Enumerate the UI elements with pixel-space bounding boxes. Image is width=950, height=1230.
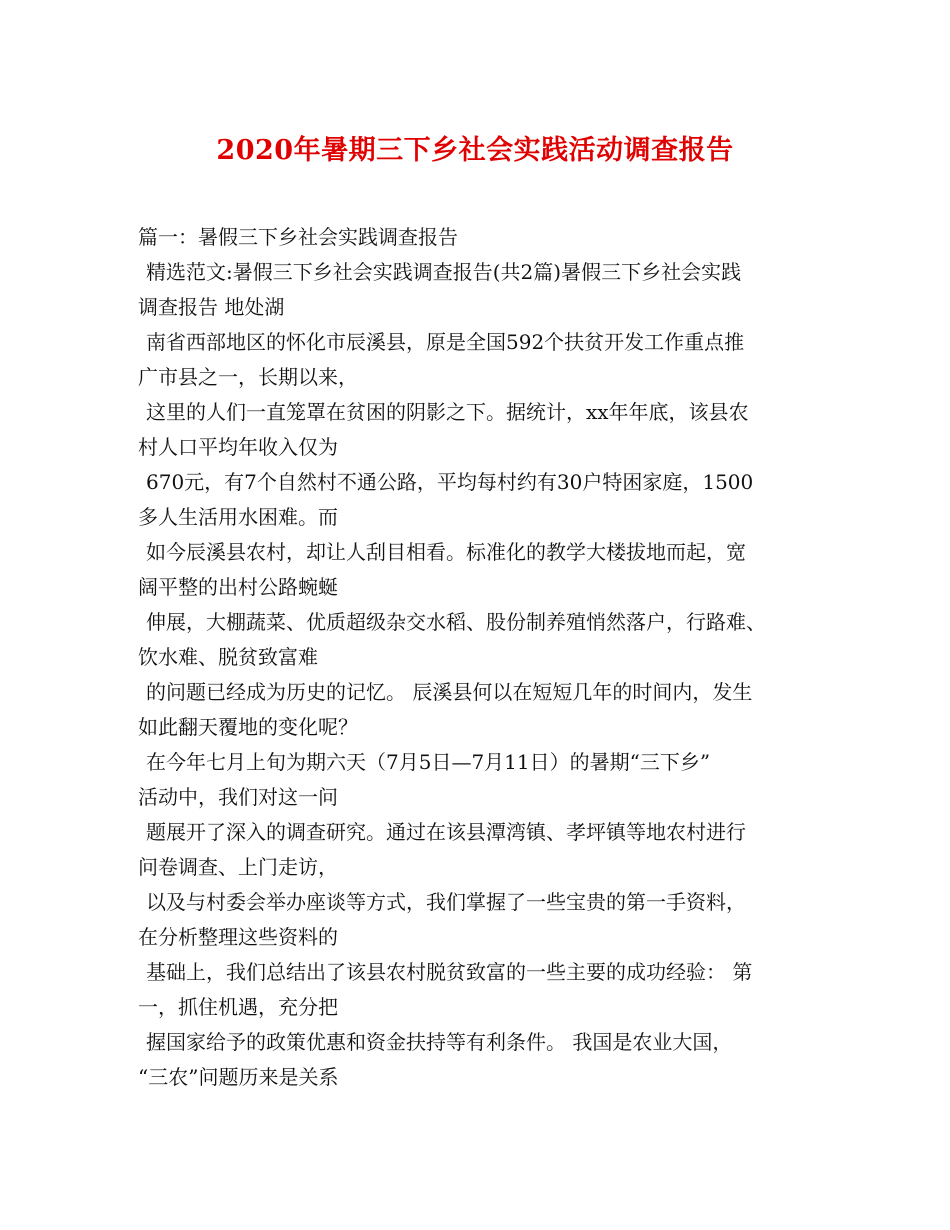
text-line: 多人生活用水困难。而 bbox=[138, 505, 338, 529]
text-line: 一，抓住机遇，充分把 bbox=[138, 995, 338, 1019]
text-line: 活动中，我们对这一问 bbox=[138, 785, 338, 809]
text-line: 村人口平均年收入仅为 bbox=[138, 435, 338, 459]
text-line: 精选范文:暑假三下乡社会实践调查报告(共2篇)暑假三下乡社会实践 bbox=[146, 260, 742, 284]
text-line: 如此翻天覆地的变化呢？ bbox=[138, 715, 358, 739]
text-line: 握国家给予的政策优惠和资金扶持等有利条件。 我国是农业大国， bbox=[146, 1030, 733, 1054]
text-line: 问卷调查、上门走访， bbox=[138, 855, 338, 879]
page-title: 2020年暑期三下乡社会实践活动调查报告 bbox=[216, 135, 734, 166]
text-line: 题展开了深入的调查研究。通过在该县潭湾镇、孝坪镇等地农村进行 bbox=[146, 820, 746, 844]
text-line: 在今年七月上旬为期六天（7月5日—7月11日）的暑期“三下乡” bbox=[146, 750, 711, 774]
text-line: 阔平整的出村公路蜿蜒 bbox=[138, 575, 338, 599]
text-line: 南省西部地区的怀化市辰溪县，原是全国592个扶贫开发工作重点推 bbox=[146, 330, 745, 354]
text-line: “三农”问题历来是关系 bbox=[138, 1065, 339, 1089]
text-line: 调查报告 地处湖 bbox=[138, 295, 285, 319]
text-line: 饮水难、脱贫致富难 bbox=[138, 645, 318, 669]
text-line: 广市县之一，长期以来， bbox=[138, 365, 358, 389]
text-line: 这里的人们一直笼罩在贫困的阴影之下。据统计，xx年年底，该县农 bbox=[146, 400, 749, 424]
text-line: 基础上，我们总结出了该县农村脱贫致富的一些主要的成功经验： 第 bbox=[146, 960, 753, 984]
body-text bbox=[138, 220, 828, 1095]
text-line: 的问题已经成为历史的记忆。 辰溪县何以在短短几年的时间内，发生 bbox=[146, 680, 753, 704]
text-line: 在分析整理这些资料的 bbox=[138, 925, 338, 949]
text-line: 以及与村委会举办座谈等方式，我们掌握了一些宝贵的第一手资料， bbox=[146, 890, 746, 914]
text-line: 如今辰溪县农村，却让人刮目相看。标准化的教学大楼拔地而起，宽 bbox=[146, 540, 746, 564]
text-line: 篇一：暑假三下乡社会实践调查报告 bbox=[138, 225, 458, 249]
text-line: 670元，有7个自然村不通公路，平均每村约有30户特困家庭，1500 bbox=[146, 470, 754, 494]
text-line: 伸展，大棚蔬菜、优质超级杂交水稻、股份制养殖悄然落户，行路难、 bbox=[146, 610, 766, 634]
